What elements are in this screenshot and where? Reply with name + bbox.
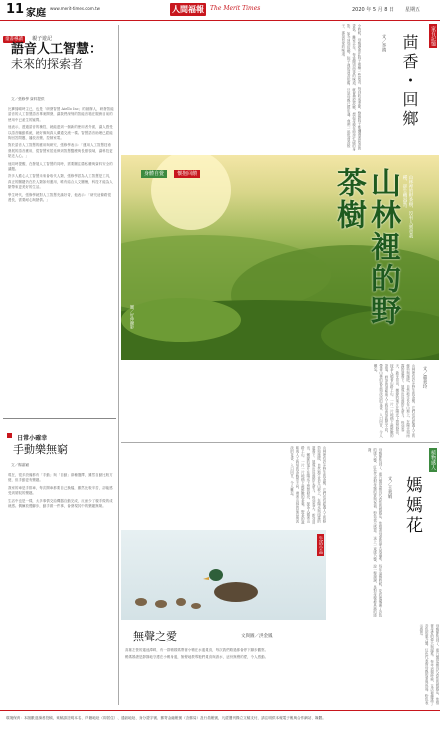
label-a: 身體自覺 bbox=[141, 170, 167, 178]
tag-badge: 童書導讀 bbox=[5, 37, 23, 42]
mom-flower-body bbox=[332, 448, 382, 618]
paragraph: 山林裡有許多野生的茶樹，它們沒有經過人工的修剪與施肥，自然地生長在山坡上，在陽光與雨露的滋養下，展現出旺盛的生命力。 bbox=[311, 446, 326, 523]
manual-byline: 文／楊嘉穎 bbox=[11, 463, 29, 467]
article-byline: 文／張修學 資料提供 bbox=[11, 97, 45, 101]
paragraph: 離家多年，每當聞到茴香的味道，就會想起故鄉，想起母親在廚房忙碌的身影。 bbox=[346, 24, 356, 152]
paragraph: 每到春天，新芽冒出，嫩綠的葉片在陽光下閃閃發亮，採茶人循著山路上山，一片一片地摘下最鮮嫩的茶葉。 bbox=[383, 364, 405, 438]
feature-byline: 文／董美玲 bbox=[422, 366, 427, 389]
paragraph: 每年這個時候，花店裡擺滿了各色的康乃馨，紅色代表對母親的愛與祝福，粉色表示感恩。 bbox=[418, 624, 434, 706]
ai-article bbox=[3, 25, 116, 415]
paragraph: 山林裡有許多野生的茶樹，它們沒有經過人工的修剪與施肥，自然地生長在山坡上，在陽光與雨露的滋養下，展現出旺盛的生命力。 bbox=[400, 364, 415, 438]
paragraph: 高雄左營的蓮池潭畔，有一群鴨媽媽帶著小鴨在水邊覓食，每次我們路過都會停下腳步觀察。 bbox=[125, 648, 269, 652]
tag-subtitle: 親子遊記 bbox=[32, 36, 53, 42]
top-center-text bbox=[121, 24, 361, 152]
paragraph: 他表示，透過語音的操控，就能達到一個新的使用者介面，讓人感受以語音驅動系統，就好像與真人溝通交流一樣。智慧語音助理已經能夠回答問題、播放音樂、控制家電。 bbox=[8, 125, 113, 141]
paragraph: 我家的車是手排車，每次開車都要自己換檔，雖然比較辛苦，卻能感受到駕馭的樂趣。 bbox=[8, 485, 113, 496]
feature-caption: 山林裡的野茶樹，沒有人刻意栽種，卻生機盎然。 bbox=[402, 175, 413, 238]
photo-credit: 圖／好伸攝影 bbox=[130, 305, 135, 329]
section-divider bbox=[121, 442, 439, 443]
manual-title: 手動樂無窮 bbox=[13, 443, 68, 456]
label-b: 懷抱回饋 bbox=[174, 170, 200, 178]
feature-photo bbox=[121, 155, 439, 360]
column-divider bbox=[118, 25, 119, 705]
square-icon bbox=[7, 433, 12, 438]
page-number: 11 bbox=[6, 2, 25, 17]
feature-body bbox=[125, 364, 415, 438]
mom-flower-tag-label: 植物感人 bbox=[430, 450, 436, 470]
fennel-article bbox=[364, 24, 439, 154]
paragraph: 母親節快到了，康乃馨是最具代表性的媽媽花，象徵著母愛的偉大與溫柔。 bbox=[378, 448, 382, 564]
duck-family-graphic bbox=[121, 530, 326, 620]
feature-text-block bbox=[121, 362, 439, 440]
manual-article bbox=[3, 418, 116, 709]
paper-logo bbox=[170, 3, 206, 16]
fennel-title: 茴香・回鄉 bbox=[400, 34, 419, 129]
paragraph: 他同時提醒，在發展人工智慧的同時，需要關注隱私權與資料安全的議題。 bbox=[8, 161, 113, 172]
page-footer bbox=[0, 710, 440, 736]
paragraph: 生活中也是一樣，太多事情交給機器自動完成，反而少了親手做的成就感。偶爾放慢腳步，動手做一件事，會發現其中的樂趣無窮。 bbox=[8, 498, 113, 509]
right-bottom-text bbox=[330, 624, 439, 706]
issue-date: 2020 年 5 月 8 日 bbox=[352, 7, 395, 13]
fennel-tag bbox=[424, 24, 440, 48]
paragraph: 現在，很多設備都有「手動」與「自動」兩種選擇，雖然自動比較方便，但手動更有樂趣。 bbox=[8, 473, 113, 483]
site-url: www.merit-times.com.tw bbox=[50, 6, 100, 11]
paragraph: 小時候，母親總會在院子裡種一些茴香，每到收成季節，整個院子都瀰漫著茴香的香氣。 bbox=[351, 24, 361, 150]
manual-body bbox=[8, 473, 114, 698]
mom-flower-title: 媽媽花 bbox=[402, 476, 422, 536]
paragraph: 鴨媽媽總是靜靜地守護在小鴨身邊，無聲地教導牠們覓食與游水，這份無聲的愛，令人感動。 bbox=[125, 655, 269, 660]
paper-english-name: The Merit Times bbox=[210, 5, 261, 12]
issue-weekday: 星期五 bbox=[405, 7, 421, 13]
section-name: 家庭 bbox=[26, 8, 46, 19]
footer-note: 環境保育：本版歡迎讀者投稿，來稿請註明本名、戶籍地址（即居住）、通訊地址、身分證字號、郵寄金融帳號（含郵局）及行員帳號，凡經選刊錄立文稿支付，請注明供本報電子報與合作網站、媒體。 bbox=[6, 716, 326, 720]
paragraph: 野茶的滋味與人工栽培的茶截然不同，帶著山林的氣息與淡淡的花香，入口回甘，令人難忘。 bbox=[373, 364, 388, 438]
duck-tag-label: 生活小品 bbox=[318, 536, 323, 554]
mom-flower-article bbox=[330, 446, 439, 621]
paragraph: 學生時代，張修學就對人工智慧充滿好奇，他表示：「研究這條路很漫長，需要耐心與熱情。」 bbox=[8, 192, 112, 203]
article-title-line2: 未來的探索者 bbox=[11, 57, 84, 71]
feature-label bbox=[141, 160, 200, 179]
article-body bbox=[8, 107, 114, 409]
paragraph: 每到春天，新芽冒出，嫩綠的葉片在陽光下閃閃發亮，採茶人循著山路上山，一片一片地摘下最鮮嫩的茶葉。 bbox=[300, 446, 316, 525]
article-title-line1: 語音人工智慧： bbox=[11, 42, 103, 57]
paragraph: 比賽掃瞄時主已，也是「研發智慧 Aiello Inc」的創辦人，研發智能語音的人工智慧語音專案開發，讓我們深刻的智能音箱在服務目前的使用中已產生的疑問。 bbox=[8, 107, 114, 122]
silent-love-byline: 文與圖／洪金鳳 bbox=[241, 634, 273, 639]
fennel-tag-label: 家有記憶 bbox=[430, 26, 436, 46]
silent-love-title: 無聲之愛 bbox=[133, 630, 177, 643]
silent-love-article bbox=[121, 622, 326, 707]
page-header bbox=[0, 0, 440, 21]
paragraph: 如今回到故鄉，院子裡的茴香依舊，只是母親已經年邁，我們一起包茴香餃子，那是回家的味道。 bbox=[340, 24, 351, 148]
mom-flower-byline: 文／王美娟 bbox=[387, 476, 392, 499]
paper-name: 人間福報 bbox=[172, 4, 204, 14]
duck-tag bbox=[311, 534, 326, 556]
center-mid-text bbox=[121, 446, 326, 526]
paragraph: 許多人擔心人工智慧未來會取代人類，張修學認為人工智慧是工具，真正的關鍵仍在於人類如何運用，唯有結合人文關懷，科技才能為人類帶來更美好的生活。 bbox=[8, 174, 113, 190]
feature-title: 山林裡的野茶樹 bbox=[331, 167, 400, 327]
paragraph: 母親節快到了，康乃馨是最具代表性的媽媽花，象徵著母愛的偉大與溫柔。 bbox=[429, 624, 439, 705]
mom-flower-tag bbox=[424, 448, 440, 472]
paragraph: 對於語音人工智慧的應用與研究，張修學表示：「運用人工智慧技術發展的語音應用，從智慧家居延伸到智慧醫療與長照領域，讓科技更貼近人心。」 bbox=[8, 143, 113, 159]
paragraph: 送上一束康乃馨，說一聲謝謝，是對母親最真誠的感謝。 bbox=[367, 448, 377, 618]
paragraph: 每年這個時候，花店裡擺滿了各色的康乃馨，紅色代表對母親的愛與祝福，粉色表示感恩。 bbox=[372, 448, 382, 618]
paragraph: 野茶的滋味與人工栽培的茶截然不同，帶著山林的氣息與淡淡的花香，入口回甘，令人難忘。 bbox=[289, 446, 305, 525]
duck-photo bbox=[121, 530, 326, 620]
fennel-byline: 文／李靖 bbox=[381, 34, 386, 52]
silent-love-body bbox=[125, 648, 323, 703]
column-tag-label: 日常小確幸 bbox=[17, 435, 48, 442]
